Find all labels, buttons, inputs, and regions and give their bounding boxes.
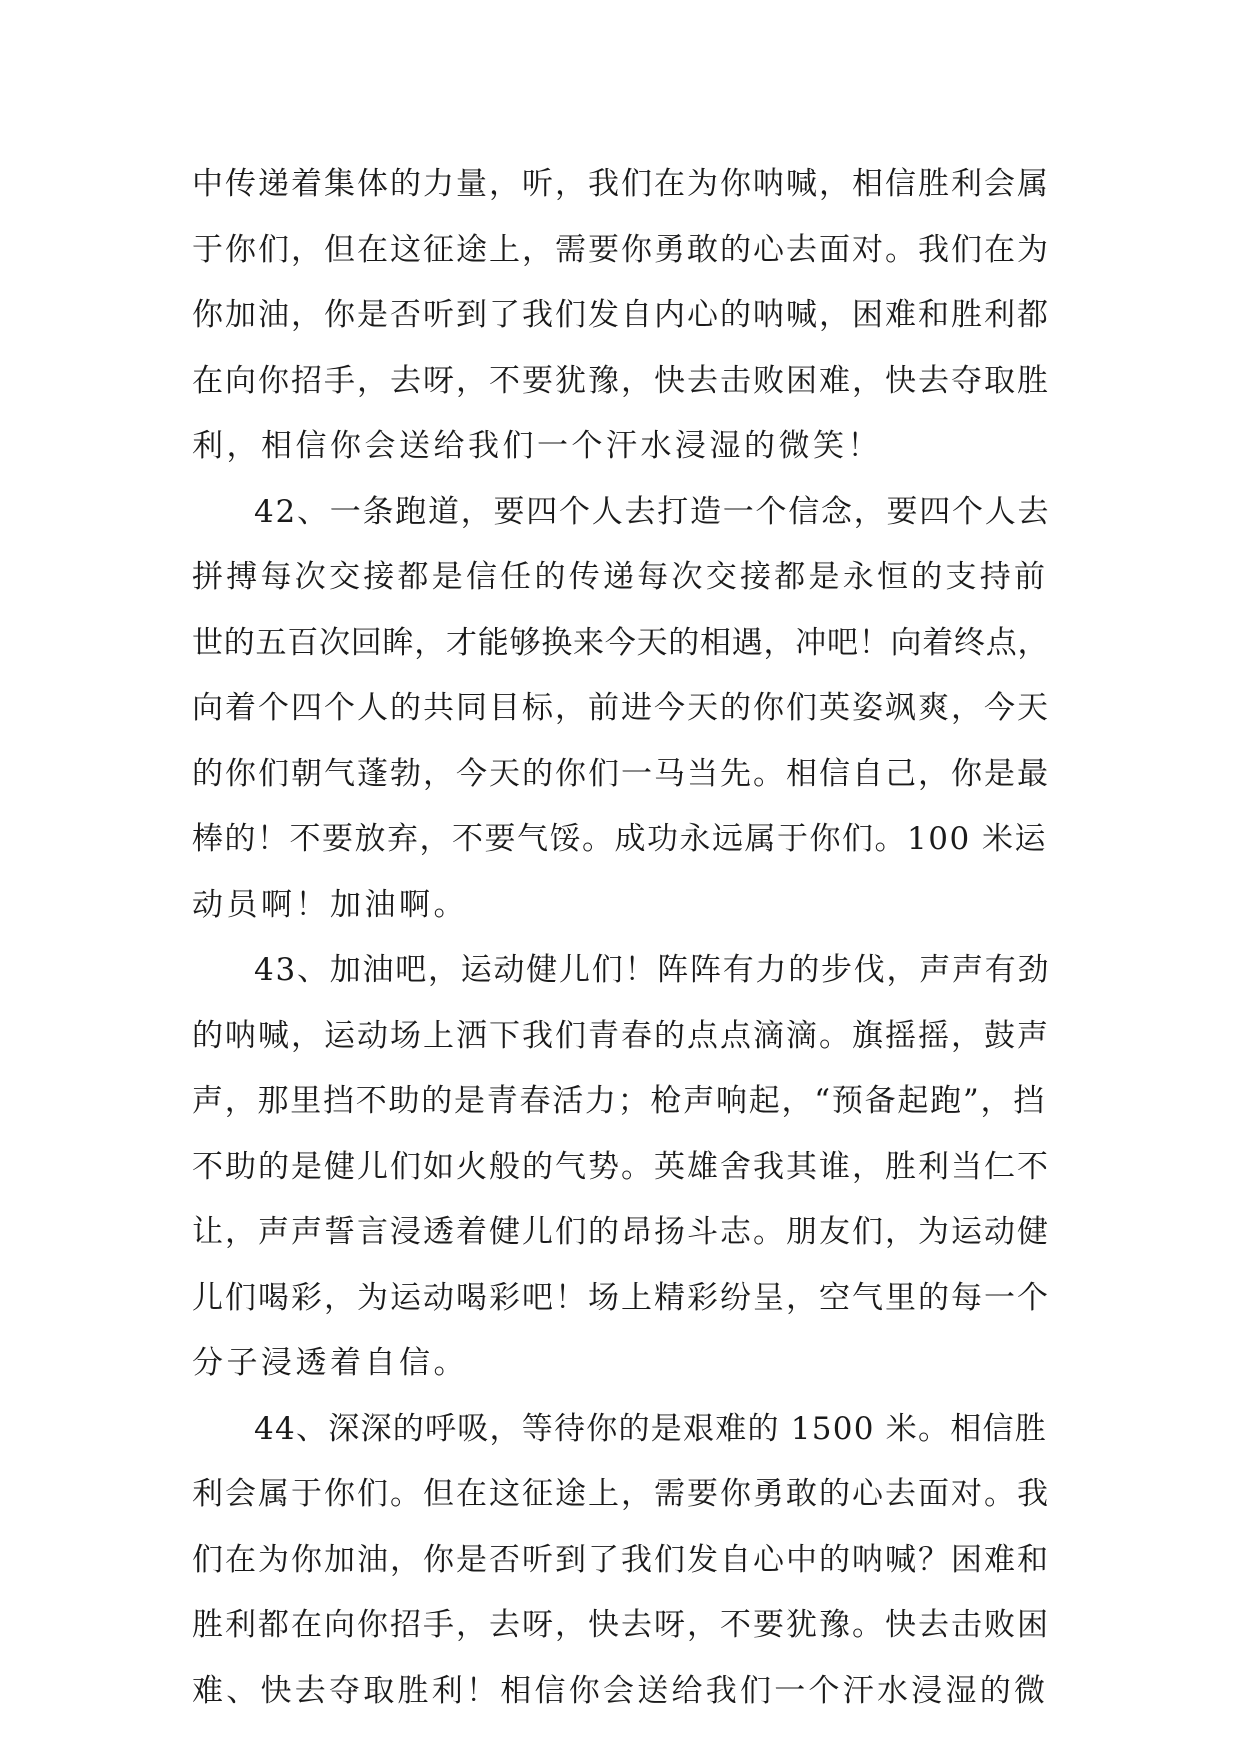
text-line: 世的五百次回眸，才能够换来今天的相遇，冲吧！向着终点， <box>192 624 1050 661</box>
body-text <box>192 152 1050 1724</box>
paragraph-start-line: 44、深深的呼吸，等待你的是艰难的 1500 米。相信胜 <box>254 1410 1048 1447</box>
text-line: 动员啊！加油啊。 <box>192 886 468 923</box>
text-line: 的你们朝气蓬勃，今天的你们一马当先。相信自己，你是最 <box>192 755 1050 792</box>
text-line: 利会属于你们。但在这征途上，需要你勇敢的心去面对。我 <box>192 1476 1050 1512</box>
paragraph-start-line: 42、一条跑道，要四个人去打造一个信念，要四个人去 <box>254 493 1051 530</box>
text-line: 于你们，但在这征途上，需要你勇敢的心去面对。我们在为 <box>192 231 1050 268</box>
text-line: 胜利都在向你招手，去呀，快去呀，不要犹豫。快去击败困 <box>192 1607 1050 1643</box>
text-line: 们在为你加油，你是否听到了我们发自心中的呐喊？困难和 <box>192 1541 1050 1578</box>
paragraph-start-line: 43、加油吧，运动健儿们！阵阵有力的步伐，声声有劲 <box>254 952 1051 988</box>
text-line: 难、快去夺取胜利！相信你会送给我们一个汗水浸湿的微 <box>192 1672 1049 1709</box>
text-line: 中传递着集体的力量，听，我们在为你呐喊，相信胜利会属 <box>192 166 1050 202</box>
text-line: 分子浸透着自信。 <box>192 1345 468 1381</box>
text-line: 拼搏每次交接都是信任的传递每次交接都是永恒的支持前 <box>192 559 1049 595</box>
text-line: 声，那里挡不助的是青春活力；枪声响起，“预备起跑”，挡 <box>192 1083 1046 1119</box>
text-line: 向着个四个人的共同目标，前进今天的你们英姿飒爽，今天 <box>192 690 1050 726</box>
text-line: 棒的！不要放弃，不要气馁。成功永远属于你们。100 米运 <box>192 821 1048 857</box>
text-line: 儿们喝彩，为运动喝彩吧！场上精彩纷呈，空气里的每一个 <box>192 1279 1050 1316</box>
text-line: 的呐喊，运动场上洒下我们青春的点点滴滴。旗摇摇，鼓声 <box>192 1017 1050 1054</box>
text-line: 不助的是健儿们如火般的气势。英雄舍我其谁，胜利当仁不 <box>192 1148 1050 1185</box>
text-line: 让，声声誓言浸透着健儿们的昂扬斗志。朋友们，为运动健 <box>192 1214 1050 1250</box>
text-line: 在向你招手，去呀，不要犹豫，快去击败困难，快去夺取胜 <box>192 362 1050 399</box>
text-line: 利，相信你会送给我们一个汗水浸湿的微笑！ <box>192 428 882 464</box>
text-line: 你加油，你是否听到了我们发自内心的呐喊，困难和胜利都 <box>192 297 1050 333</box>
